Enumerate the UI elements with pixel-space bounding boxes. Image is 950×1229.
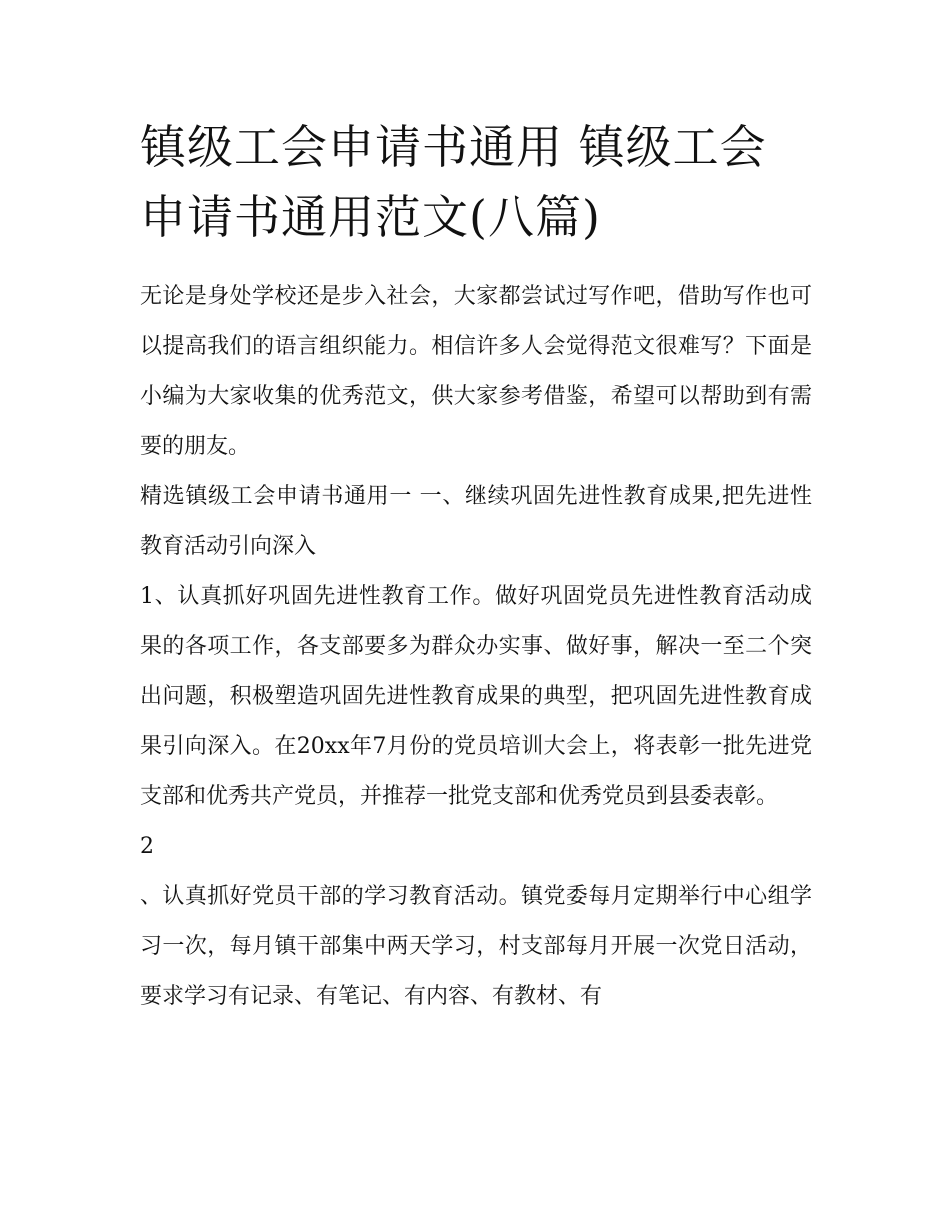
intro-paragraph: 无论是身处学校还是步入社会，大家都尝试过写作吧，借助写作也可以提高我们的语言组织能力。相信许多人会觉得范文很难写？下面是小编为大家收集的优秀范文，供大家参考借鉴，希望可以帮助到有需要的朋友。 [140, 284, 812, 459]
item-number: 2 [140, 834, 154, 859]
body-paragraph-1: 1、认真抓好巩固先进性教育工作。做好巩固党员先进性教育活动成果的各项工作，各支部要多为群众办实事、做好事，解决一至二个突出问题，积极塑造巩固先进性教育成果的典型，把巩固先进性教育成果引向深入。在20xx年7月份的党员培训大会上，将表彰一批先进党支部和优秀共产党员，并推荐一批党支部和优秀党员到县委表彰。 [140, 584, 812, 809]
section-heading: 精选镇级工会申请书通用一 一、继续巩固先进性教育成果,把先进性教育活动引向深入 [140, 484, 812, 559]
body-paragraph-2: 、认真抓好党员干部的学习教育活动。镇党委每月定期举行中心组学习一次，每月镇干部集中两天学习，村支部每月开展一次党日活动，要求学习有记录、有笔记、有内容、有教材、有 [140, 884, 812, 1009]
document-title: 镇级工会申请书通用 镇级工会申请书通用范文(八篇) [140, 120, 767, 244]
document-content [140, 112, 812, 1022]
